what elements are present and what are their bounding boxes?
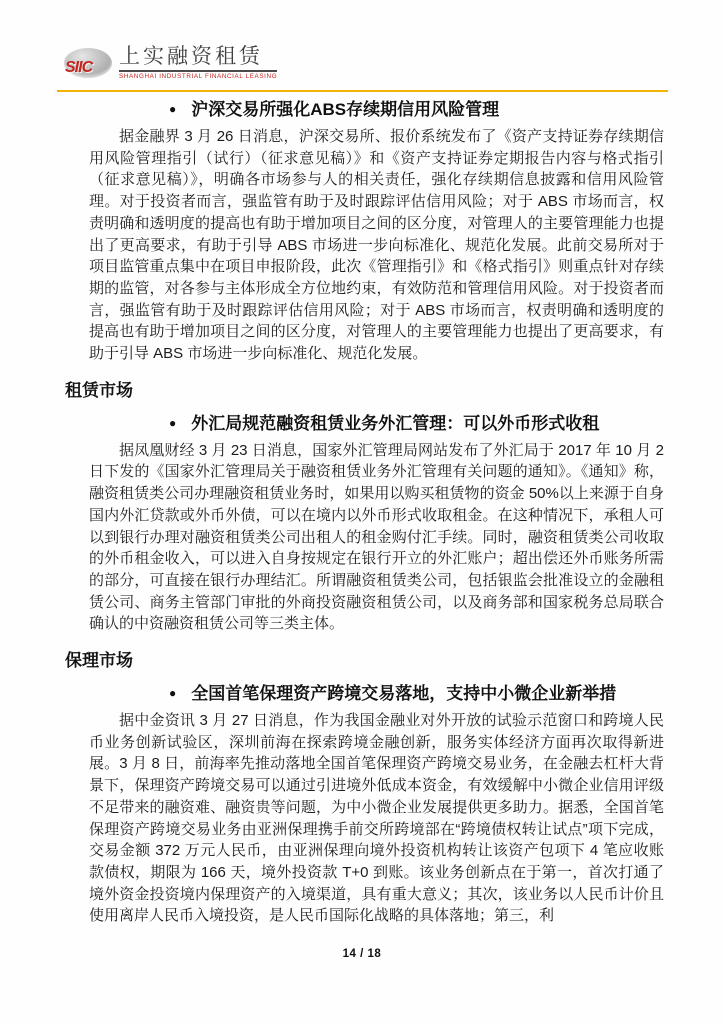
bullet-icon: ● bbox=[169, 686, 177, 701]
article-title-text: 外汇局规范融资租赁业务外汇管理：可以外币形式收租 bbox=[191, 413, 600, 433]
company-name-cn: 上实融资租赁 bbox=[119, 45, 277, 72]
header-divider bbox=[57, 90, 668, 92]
article-abs-risk bbox=[64, 100, 668, 365]
article-title bbox=[169, 100, 668, 121]
article-title-text: 沪深交易所强化ABS存续期信用风险管理 bbox=[191, 100, 500, 119]
section-heading-factoring-market: 保理市场 bbox=[65, 651, 133, 671]
page-number: 14 / 18 bbox=[342, 948, 382, 960]
article-title-text: 全国首笔保理资产跨境交易落地，支持中小微企业新举措 bbox=[191, 684, 617, 704]
bullet-icon: ● bbox=[169, 102, 177, 116]
article-body: 据中金资讯 3 月 27 日消息，作为我国金融业对外开放的试验示范窗口和跨境人民币业务创新试验区，深圳前海在探索跨境金融创新，服务实体经济方面再次取得新进展。3 月 8 日，前海率先推动落地全国首笔保理资产跨境交易业务，在金融去杠杆大背景下，保理资产跨境交易可以通过引进境外低成本资金，有效缓解中小微企业信用评级不足带来的融资难、融资贵等问题，为中小微企业发展提供更多助力。据悉，全国首笔保理资产跨境交易业务由亚洲保理携手前交所跨境部在“跨境债权转让试点”项下完成，交易金额 372 万元人民币，由亚洲保理向境外投资机构转让该资产包项下 4 笔应收账款债权，期限为 166 天，境外投资款 T+0 到账。该业务创新点在于第一，首次打通了境外资金投资境内保理资产的入境渠道，具有重大意义；其次，该业务以人民币计价且使用离岸人民币入境投资，是人民币国际化战略的具体落地；第三，利 bbox=[89, 712, 664, 925]
article-factoring-crossborder bbox=[64, 684, 668, 927]
article-body: 据金融界 3 月 26 日消息，沪深交易所、报价系统发布了《资产支持证券存续期信用风险管理指引（试行）（征求意见稿）》和《资产支持证券定期报告内容与格式指引（征求意见稿）》，明确各市场参与人的相关责任，强化存续期信息披露和信用风险管理。对于投资者而言，强监管有助于及时跟踪评估信用风险；对于 ABS 市场而言，权责明确和透明度的提高也有助于增加项目之间的区分度，对管理人的主要管理能力也提出了更高要求，有助于引导 ABS 市场进一步向标准化、规范化发展。此前交易所对于项目监管重点集中在项目申报阶段，此次《管理指引》和《格式指引》则重点针对存续期的监管，对各参与主体形成全方位地约束，有效防范和管理信用风险。对于投资者而言，强监管有助于及时跟踪评估信用风险；对于 ABS 市场而言，权责明确和透明度的提高也有助于增加项目之间的区分度，对管理人的主要管理能力也提出了更高要求，有助于引导 ABS 市场进一步向标准化、规范化发展。 bbox=[89, 128, 664, 363]
siic-acronym: SIIC bbox=[65, 59, 93, 76]
company-name-en: SHANGHAI INDUSTRIAL FINANCIAL LEASING bbox=[119, 73, 278, 80]
company-logo bbox=[64, 45, 668, 83]
article-title bbox=[169, 414, 668, 435]
article-title bbox=[169, 684, 668, 705]
article-forex-leasing bbox=[64, 414, 668, 635]
page-content bbox=[0, 100, 724, 927]
bullet-icon: ● bbox=[169, 415, 177, 430]
section-heading-leasing-market: 租赁市场 bbox=[65, 380, 133, 400]
page-header bbox=[0, 0, 724, 92]
logo-names bbox=[119, 45, 277, 81]
article-body: 据凤凰财经 3 月 23 日消息，国家外汇管理局网站发布了外汇局于 2017 年 10 月 2 日下发的《国家外汇管理局关于融资租赁业务外汇管理有关问题的通知》。《通知》称，融资租赁类公司办理融资租赁业务时，如果用以购买租赁物的资金 50%以上来源于自身国内外汇贷款或外币外债，可以在境内以外币形式收取租金。在这种情况下，承租人可以到银行办理对融资租赁类公司出租人的租金购付汇手续。同时，融资租赁类公司收取的外币租金收入，可以进入自身按规定在银行开立的外汇账户；超出偿还外币账务所需的部分，可直接在银行办理结汇。所谓融资租赁类公司，包括银监会批准设立的金融租赁公司、商务主管部门审批的外商投资融资租赁公司，以及商务部和国家税务总局联合确认的中资融资租赁公司等三类主体。 bbox=[89, 441, 664, 633]
siic-globe-icon bbox=[64, 48, 112, 78]
